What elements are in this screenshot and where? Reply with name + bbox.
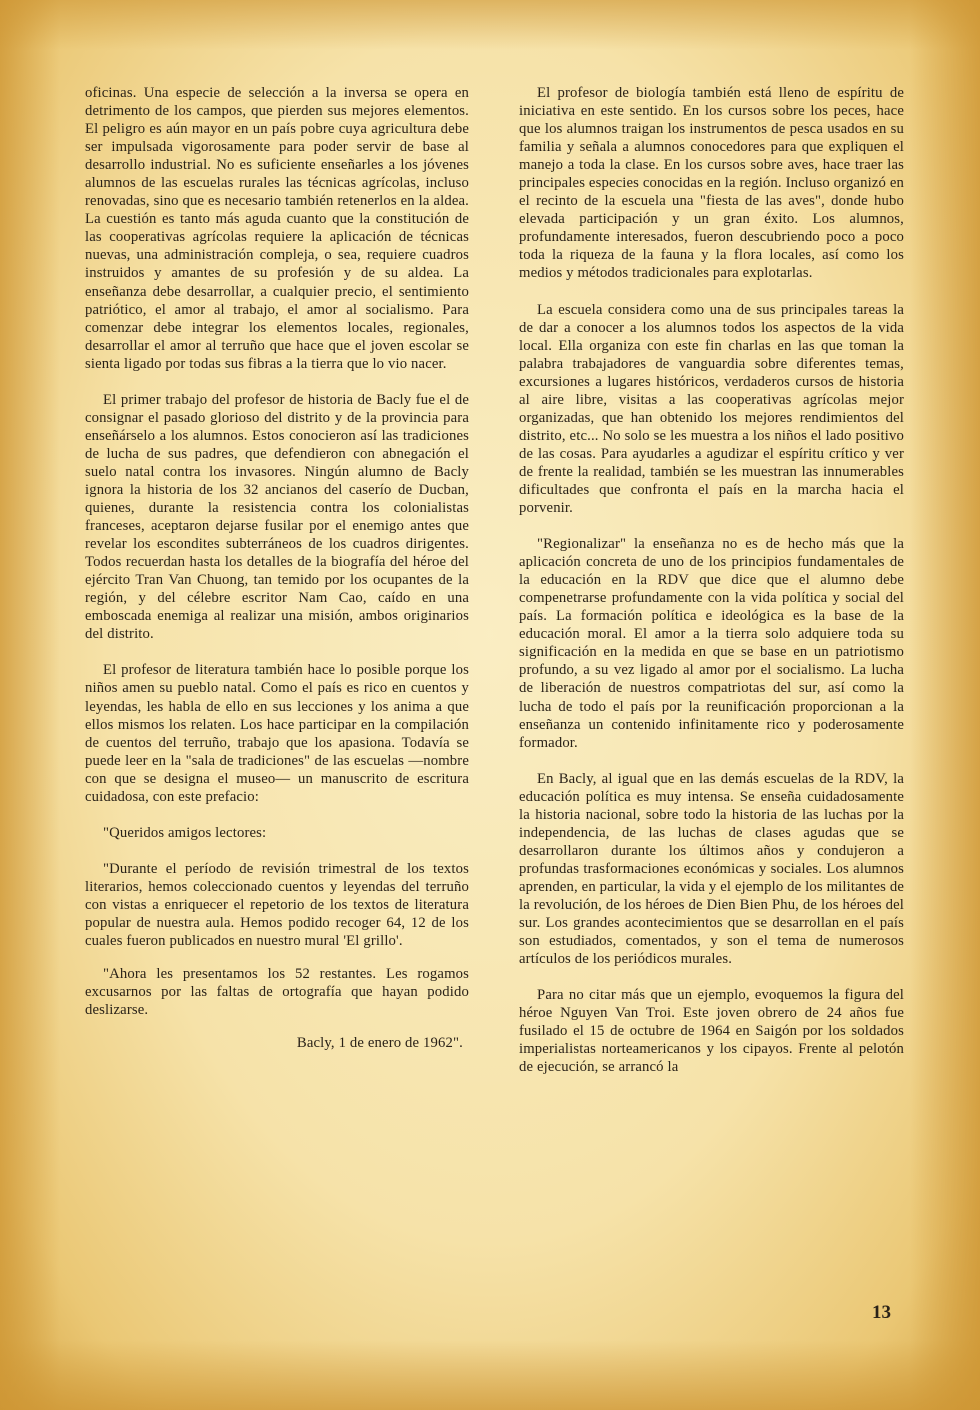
paragraph: En Bacly, al igual que en las demás escuelas de la RDV, la educación política es muy intensa. Se enseña cuidadosamente la historia nacional, sobre todo la historia de las luchas por la independencia, de las luchas de clases agudas que se desarrollaron durante los últimos años y condujeron a profundas trasformaciones económicas y sociales. Los alumnos aprenden, en particular, la vida y el ejemplo de los militantes de la revolución, de los héroes de Dien Bien Phu, de los héroes del sur. Los grandes acontecimientos que se desarrollan en el país son estudiados, comentados, y son el tema de numerosos artículos de los periódicos murales. bbox=[519, 770, 904, 968]
letter-signature: Bacly, 1 de enero de 1962". bbox=[296, 1035, 463, 1052]
paper-edge-top bbox=[0, 0, 980, 50]
page-number: 13 bbox=[872, 1302, 891, 1323]
letter-salutation: "Queridos amigos lectores: bbox=[103, 824, 267, 841]
paragraph: El profesor de biología también está lleno de espíritu de iniciativa en este sentido. En los cursos sobre los peces, hace que los alumnos traigan los instrumentos de pesca usados en su familia y señala a alumnos conocedores para que expliquen el manejo a toda la clase. En los cursos sobre aves, hace traer las principales especies conocidas en la región. Incluso organizó en el recinto de la escuela una "fiesta de las aves", donde hubo elevada participación y un gran éxito. Los alumnos, profundamente interesados, fueron descubriendo poco a poco toda la riqueza de la fauna y la flora locales, así como los medios y métodos tradicionales para explotarlas. bbox=[519, 85, 904, 282]
paper-edge-bottom bbox=[0, 1340, 980, 1410]
paragraph: La escuela considera como una de sus principales tareas la de dar a conocer a los alumnos todos los aspectos de la vida local. Ella organiza con este fin charlas en las que toman la palabra trabajadores de vanguardia sobre diferentes temas, excursiones a lugares históricos, verdaderos cursos de historia al aire libre, visitas a las cooperativas agrícolas mejor organizadas, que han obtenido los mejores rendimientos del distrito, etc... No solo se les muestra a los niños el lado positivo de las cosas. Para ayudarles a agudizar el espíritu crítico y ver de frente la realidad, también se les muestran las innumerables dificultades que confronta el país en la marcha hacia el porvenir. bbox=[519, 301, 904, 517]
paper-edge-left bbox=[0, 0, 60, 1410]
left-column bbox=[85, 84, 469, 1052]
right-column bbox=[519, 84, 904, 1076]
paragraph: oficinas. Una especie de selección a la inversa se opera en detrimento de los campos, que pierden sus mejores elementos. El peligro es aún mayor en un país pobre cuya agricultura debe ser impulsada vigorosamente para poder servir de base al desarrollo industrial. No es suficiente enseñarles a los jóvenes alumnos de las escuelas rurales las técnicas agrícolas, incluso renovadas, sino que es necesario también retenerlos en la aldea. La cuestión es tanto más aguda cuanto que la constitución de las cooperativas agrícolas requiere la aplicación de técnicas nuevas, una administración compleja, o sea, requiere cuadros instruidos y amantes de su profesión y de su aldea. La enseñanza debe desarrollar, a cualquier precio, el sentimiento patriótico, el amor al trabajo, el amor al socialismo. Para comenzar debe integrar los elementos locales, regionales, desarrollar el amor al terruño que hace que el joven escolar se sienta ligado por todas sus fibras a la tierra que lo vio nacer. bbox=[85, 85, 469, 372]
letter-paragraph: "Ahora les presentamos los 52 restantes. Les rogamos excusarnos por las faltas de ortografía que hayan podido deslizarse. bbox=[85, 966, 469, 1019]
paragraph: Para no citar más que un ejemplo, evoquemos la figura del héroe Nguyen Van Troi. Este joven obrero de 24 años fue fusilado el 15 de octubre de 1964 en Saigón por los soldados imperialistas norteamericanos y los cipayos. Frente al pelotón de ejecución, se arrancó la bbox=[519, 987, 904, 1076]
letter-paragraph: "Durante el período de revisión trimestral de los textos literarios, hemos coleccionado cuentos y leyendas del terruño con vistas a enriquecer el repetorio de los textos de literatura popular de nuestra aula. Hemos podido recoger 64, 12 de los cuales fueron publicados en nuestro mural 'El grillo'. bbox=[85, 860, 469, 950]
paper-edge-right bbox=[910, 0, 980, 1410]
paragraph: El primer trabajo del profesor de historia de Bacly fue el de consignar el pasado glorioso del distrito y de la provincia para enseñárselo a los alumnos. Estos conocieron así las tradiciones de lucha de sus padres, que defendieron con abnegación el suelo natal contra los invasores. Ningún alumno de Bacly ignora la historia de los 32 ancianos del caserío de Ducban, quienes, durante la resistencia contra los colonialistas franceses, aceptaron dejarse fusilar por el enemigo antes que revelar los escondites subterráneos de los cuadros dirigentes. Todos recuerdan hasta los detalles de la biografía del héroe del ejército Tran Van Chuong, tan temido por los ocupantes de la región, y del célebre escritor Nam Cao, caído en una emboscada enemiga al realizar una misión, ambos originarios del distrito. bbox=[85, 391, 469, 643]
paragraph: El profesor de literatura también hace lo posible porque los niños amen su pueblo natal. Como el país es rico en cuentos y leyendas, les habla de ello en sus lecciones y los anima a que ellos mismos los relaten. Los hace participar en la compilación de cuentos del terruño, trabajo que los apasiona. Todavía se puede leer en la "sala de tradiciones" de las escuelas —nombre con que se designa el museo— un manuscrito de escritura cuidadosa, con este prefacio: bbox=[85, 662, 469, 805]
paragraph: "Regionalizar" la enseñanza no es de hecho más que la aplicación concreta de uno de los principios fundamentales de la educación en la RDV que dice que el alumno debe compenetrarse profundamente con la vida política y social del país. La formación política e ideológica es la base de la educación moral. El amor a la tierra solo adquiere toda su significación en la medida en que se base en un patriotismo profundo, a su vez ligado al amor por el socialismo. La lucha de liberación de nuestros compatriotas del sur, así como la lucha de todo el país por la reunificación proporcionan a la enseñanza un contenido infinitamente rico y poderosamente formador. bbox=[519, 536, 904, 751]
